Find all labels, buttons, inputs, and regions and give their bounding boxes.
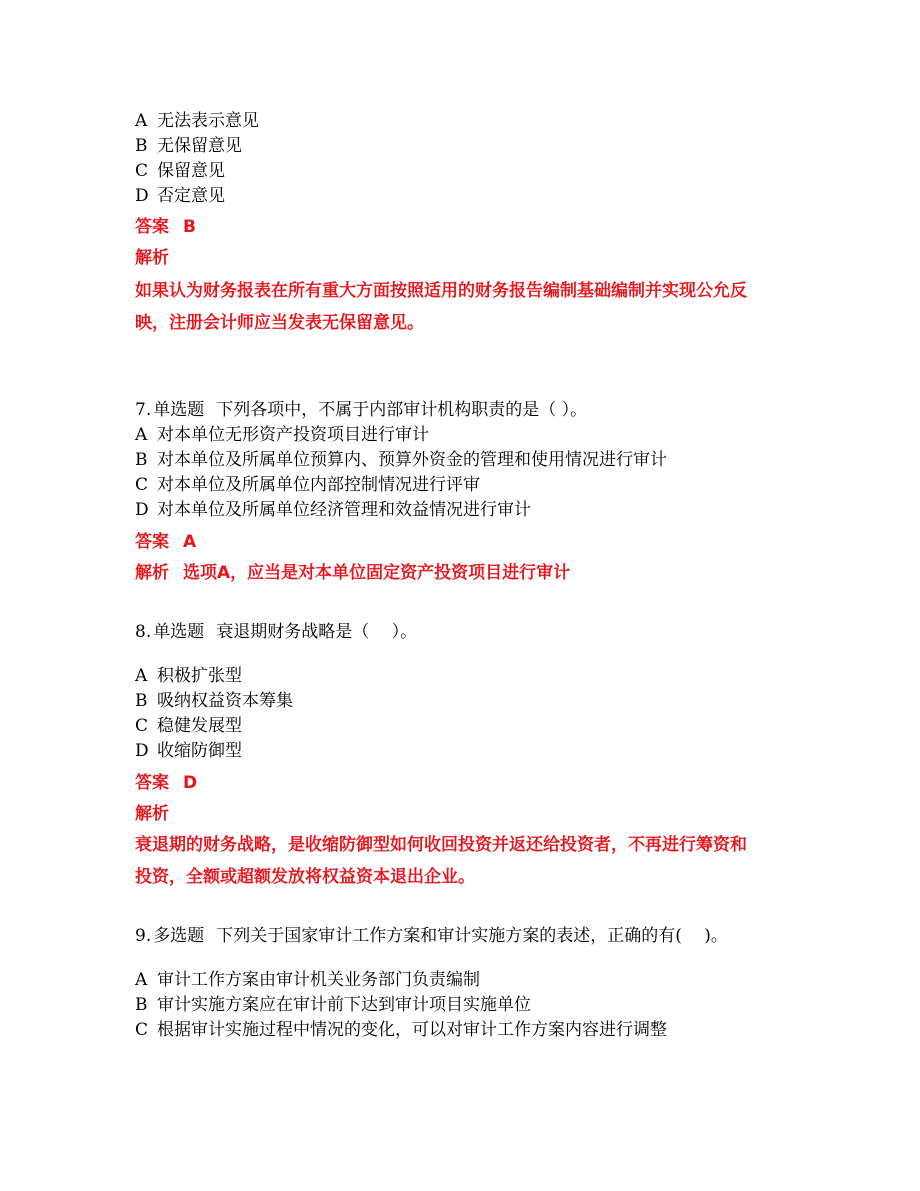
q7-option-d bbox=[135, 499, 531, 521]
option-letter: B bbox=[135, 450, 148, 470]
option-text: 对本单位及所属单位经济管理和效益情况进行审计 bbox=[157, 500, 531, 520]
option-text: 吸纳权益资本筹集 bbox=[157, 691, 293, 711]
q6-option-a bbox=[135, 110, 259, 132]
option-letter: B bbox=[135, 691, 148, 711]
q6-analysis-line-2: 映，注册会计师应当发表无保留意见。 bbox=[135, 313, 424, 333]
answer-label: 答案 bbox=[135, 217, 169, 237]
question-type: 单选题 bbox=[153, 622, 205, 642]
q8-option-c bbox=[135, 715, 242, 737]
q8-analysis-label: 解析 bbox=[135, 804, 169, 824]
question-text: 下列各项中，不属于内部审计机构职责的是（ ）。 bbox=[216, 400, 588, 420]
q6-option-d bbox=[135, 185, 225, 207]
option-text: 收缩防御型 bbox=[157, 741, 242, 761]
option-text: 无法表示意见 bbox=[157, 111, 259, 131]
q7-option-b bbox=[135, 449, 667, 471]
q9-option-c bbox=[135, 1019, 667, 1041]
question-text: 下列关于国家审计工作方案和审计实施方案的表述，正确的有( )。 bbox=[216, 926, 728, 946]
question-type: 单选题 bbox=[153, 400, 205, 420]
q6-option-c bbox=[135, 160, 225, 182]
q6-answer bbox=[135, 216, 196, 238]
q9-option-a bbox=[135, 969, 480, 991]
q8-analysis-line-1: 衰退期的财务战略，是收缩防御型如何收回投资并返还给投资者，不再进行筹资和 bbox=[135, 835, 747, 855]
question-number: 7. bbox=[135, 400, 152, 420]
q7-question bbox=[135, 399, 587, 421]
option-letter: B bbox=[135, 995, 148, 1015]
q6-analysis-label: 解析 bbox=[135, 248, 169, 268]
q8-option-b bbox=[135, 690, 293, 712]
q9-question bbox=[135, 925, 728, 947]
q8-answer bbox=[135, 772, 197, 794]
q9-option-b bbox=[135, 994, 531, 1016]
q6-analysis-line-1: 如果认为财务报表在所有重大方面按照适用的财务报告编制基础编制并实现公允反 bbox=[135, 281, 747, 301]
option-letter: A bbox=[135, 111, 148, 131]
answer-value: B bbox=[183, 217, 196, 237]
option-text: 对本单位及所属单位内部控制情况进行评审 bbox=[157, 475, 480, 495]
option-letter: D bbox=[135, 741, 149, 761]
option-letter: A bbox=[135, 666, 148, 686]
answer-label: 答案 bbox=[135, 532, 169, 552]
q8-question bbox=[135, 621, 417, 643]
option-letter: C bbox=[135, 475, 149, 495]
option-text: 审计工作方案由审计机关业务部门负责编制 bbox=[157, 970, 480, 990]
q7-analysis bbox=[135, 562, 570, 584]
q8-option-a bbox=[135, 665, 242, 687]
option-text: 对本单位无形资产投资项目进行审计 bbox=[157, 425, 429, 445]
option-text: 否定意见 bbox=[157, 186, 225, 206]
option-text: 保留意见 bbox=[157, 161, 225, 181]
question-number: 8. bbox=[135, 622, 152, 642]
q7-option-a bbox=[135, 424, 429, 446]
option-text: 审计实施方案应在审计前下达到审计项目实施单位 bbox=[157, 995, 531, 1015]
question-type: 多选题 bbox=[153, 926, 205, 946]
analysis-text: 选项A，应当是对本单位固定资产投资项目进行审计 bbox=[183, 563, 571, 583]
option-letter: A bbox=[135, 425, 148, 445]
analysis-label: 解析 bbox=[135, 563, 169, 583]
question-number: 9. bbox=[135, 926, 152, 946]
option-letter: A bbox=[135, 970, 148, 990]
q7-answer bbox=[135, 531, 196, 553]
option-letter: C bbox=[135, 161, 149, 181]
answer-value: A bbox=[183, 532, 197, 552]
q8-analysis-line-2: 投资，全额或超额发放将权益资本退出企业。 bbox=[135, 867, 475, 887]
option-letter: D bbox=[135, 186, 149, 206]
option-text: 积极扩张型 bbox=[157, 666, 242, 686]
answer-value: D bbox=[183, 773, 198, 793]
answer-label: 答案 bbox=[135, 773, 169, 793]
option-letter: C bbox=[135, 1020, 149, 1040]
option-letter: B bbox=[135, 136, 148, 156]
question-text: 衰退期财务战略是（ ）。 bbox=[216, 622, 418, 642]
q7-option-c bbox=[135, 474, 480, 496]
option-letter: D bbox=[135, 500, 149, 520]
option-text: 稳健发展型 bbox=[157, 716, 242, 736]
option-text: 无保留意见 bbox=[157, 136, 242, 156]
q8-option-d bbox=[135, 740, 242, 762]
q6-option-b bbox=[135, 135, 242, 157]
option-text: 对本单位及所属单位预算内、预算外资金的管理和使用情况进行审计 bbox=[157, 450, 667, 470]
option-letter: C bbox=[135, 716, 149, 736]
option-text: 根据审计实施过程中情况的变化，可以对审计工作方案内容进行调整 bbox=[157, 1020, 667, 1040]
